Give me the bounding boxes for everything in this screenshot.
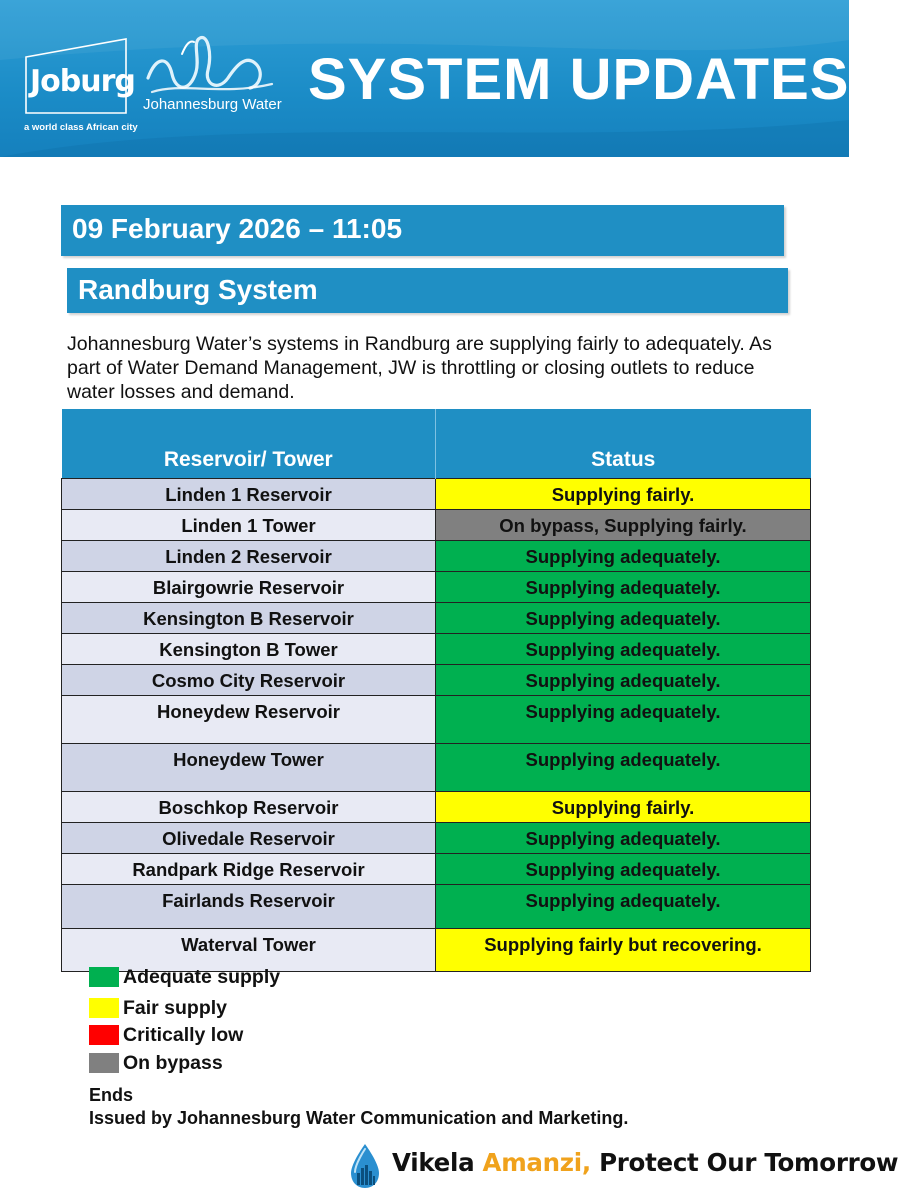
- footer-slogan: [392, 1148, 898, 1177]
- table-row: [62, 510, 811, 541]
- reservoir-name-cell: Linden 1 Tower: [62, 510, 436, 541]
- status-cell: Supplying adequately.: [436, 572, 811, 603]
- johannesburg-water-wave-icon: [142, 34, 276, 98]
- slogan-accent-word: Amanzi,: [482, 1148, 591, 1177]
- table-body: [62, 479, 811, 972]
- status-cell: Supplying adequately.: [436, 634, 811, 665]
- slogan-part-2: Protect Our Tomorrow: [590, 1148, 898, 1177]
- table-row: [62, 696, 811, 744]
- reservoir-name-cell: Olivedale Reservoir: [62, 823, 436, 854]
- table-row: [62, 885, 811, 929]
- reservoir-name-cell: Linden 2 Reservoir: [62, 541, 436, 572]
- legend-swatch-fair: [89, 998, 119, 1018]
- column-header-status: Status: [436, 409, 811, 479]
- reservoir-name-cell: Linden 1 Reservoir: [62, 479, 436, 510]
- status-cell: Supplying fairly.: [436, 479, 811, 510]
- reservoir-name-cell: Blairgowrie Reservoir: [62, 572, 436, 603]
- table-row: [62, 823, 811, 854]
- table-row: [62, 572, 811, 603]
- joburg-tagline: a world class African city: [24, 122, 138, 133]
- status-cell: Supplying fairly but recovering.: [436, 929, 811, 972]
- intro-paragraph: Johannesburg Water’s systems in Randburg are supplying fairly to adequately. As part of Water Demand Management, JW is throttling or closing outlets to reduce water losses and demand.: [67, 333, 772, 403]
- water-drop-city-icon: [348, 1143, 382, 1189]
- joburg-logo: Joburg: [30, 64, 135, 99]
- legend-label: On bypass: [123, 1052, 223, 1074]
- reservoir-name-cell: Honeydew Reservoir: [62, 696, 436, 744]
- table-row: [62, 665, 811, 696]
- column-header-reservoir: Reservoir/ Tower: [62, 409, 436, 479]
- reservoir-name-cell: Waterval Tower: [62, 929, 436, 972]
- legend-label: Critically low: [123, 1024, 244, 1046]
- table-row: [62, 634, 811, 665]
- system-name-bar: Randburg System: [67, 268, 788, 313]
- reservoir-name-cell: Kensington B Reservoir: [62, 603, 436, 634]
- table-header-row: [62, 409, 811, 479]
- reservoir-name-cell: Honeydew Tower: [62, 744, 436, 792]
- status-cell: Supplying adequately.: [436, 541, 811, 572]
- status-cell: On bypass, Supplying fairly.: [436, 510, 811, 541]
- legend-label: Fair supply: [123, 997, 228, 1019]
- johannesburg-water-logo-text: Johannesburg Water: [143, 96, 282, 113]
- table-row: [62, 479, 811, 510]
- legend-swatch-bypass: [89, 1053, 119, 1073]
- status-cell: Supplying adequately.: [436, 665, 811, 696]
- table-row: [62, 792, 811, 823]
- status-cell: Supplying adequately.: [436, 885, 811, 929]
- slogan-part-1: Vikela: [392, 1148, 483, 1177]
- reservoir-name-cell: Cosmo City Reservoir: [62, 665, 436, 696]
- reservoir-name-cell: Boschkop Reservoir: [62, 792, 436, 823]
- status-cell: Supplying adequately.: [436, 603, 811, 634]
- table-row: [62, 541, 811, 572]
- status-cell: Supplying adequately.: [436, 854, 811, 885]
- issued-by-text: Issued by Johannesburg Water Communication and Marketing.: [89, 1108, 629, 1128]
- page-title: SYSTEM UPDATES: [308, 47, 850, 112]
- table-row: [62, 603, 811, 634]
- reservoir-status-table: [61, 409, 811, 972]
- table-row: [62, 744, 811, 792]
- status-cell: Supplying adequately.: [436, 744, 811, 792]
- status-cell: Supplying adequately.: [436, 823, 811, 854]
- reservoir-name-cell: Randpark Ridge Reservoir: [62, 854, 436, 885]
- table-row: [62, 854, 811, 885]
- ends-label: Ends: [89, 1085, 134, 1105]
- legend-swatch-critical: [89, 1025, 119, 1045]
- header-banner: [0, 0, 849, 157]
- reservoir-name-cell: Fairlands Reservoir: [62, 885, 436, 929]
- status-cell: Supplying fairly.: [436, 792, 811, 823]
- legend-label: Adequate supply: [123, 966, 281, 988]
- status-cell: Supplying adequately.: [436, 696, 811, 744]
- reservoir-name-cell: Kensington B Tower: [62, 634, 436, 665]
- legend-swatch-adequate: [89, 967, 119, 987]
- update-datetime-bar: 09 February 2026 – 11:05: [61, 205, 784, 256]
